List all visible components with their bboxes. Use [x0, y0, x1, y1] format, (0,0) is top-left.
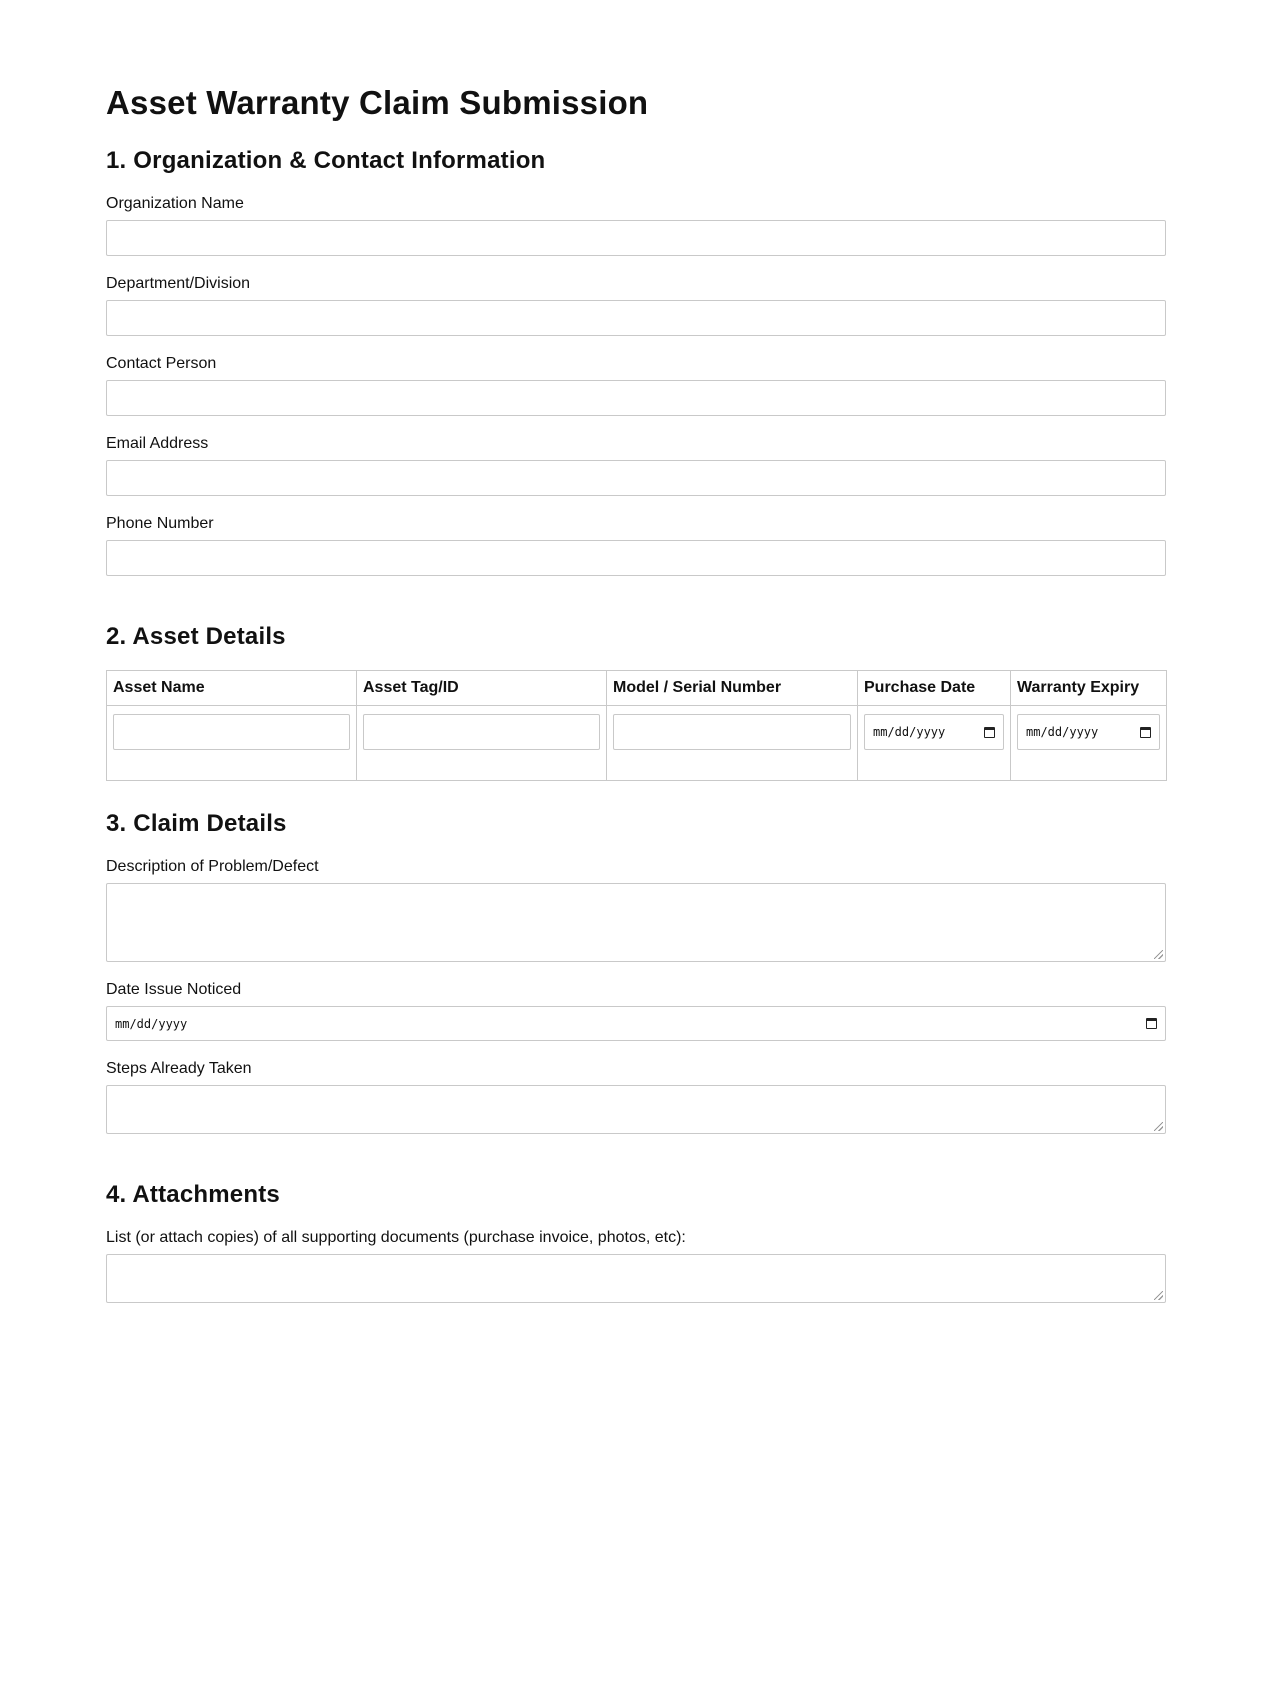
steps-taken-label: Steps Already Taken [106, 1060, 252, 1077]
resize-handle-icon[interactable] [1154, 950, 1163, 959]
section-attachments [106, 1180, 1166, 1303]
warranty-expiry-placeholder: mm/dd/yyyy [1026, 725, 1099, 739]
department-label: Department/Division [106, 275, 251, 292]
attachments-textarea[interactable] [106, 1254, 1166, 1303]
contact-person-input[interactable] [106, 380, 1166, 416]
field-group-department [106, 274, 1166, 336]
date-noticed-input[interactable] [106, 1006, 1166, 1041]
column-header-asset-name: Asset Name [107, 671, 357, 706]
asset-tag-input[interactable] [363, 714, 600, 750]
field-group-organization-name [106, 194, 1166, 256]
department-input[interactable] [106, 300, 1166, 336]
calendar-icon[interactable] [1140, 727, 1151, 738]
model-serial-input[interactable] [613, 714, 851, 750]
section-heading-claim: 3. Claim Details [106, 810, 287, 837]
table-row [107, 706, 1167, 781]
date-noticed-label: Date Issue Noticed [106, 981, 242, 998]
asset-name-input[interactable] [113, 714, 350, 750]
section-asset-details [106, 622, 1166, 781]
column-header-warranty-expiry: Warranty Expiry [1011, 671, 1167, 706]
warranty-expiry-input[interactable] [1017, 714, 1160, 750]
phone-label: Phone Number [106, 515, 214, 532]
resize-handle-icon[interactable] [1154, 1122, 1163, 1131]
steps-taken-textarea[interactable] [106, 1085, 1166, 1134]
email-input[interactable] [106, 460, 1166, 496]
asset-tag-cell [357, 706, 607, 781]
contact-person-label: Contact Person [106, 355, 217, 372]
description-label: Description of Problem/Defect [106, 858, 319, 875]
purchase-date-input[interactable] [864, 714, 1004, 750]
purchase-date-placeholder: mm/dd/yyyy [873, 725, 946, 739]
asset-table [106, 670, 1167, 781]
field-group-email [106, 434, 1166, 496]
section-heading-attachments: 4. Attachments [106, 1181, 280, 1208]
organization-name-label: Organization Name [106, 195, 244, 212]
description-textarea[interactable] [106, 883, 1166, 962]
page-title: Asset Warranty Claim Submission [106, 84, 649, 121]
purchase-date-cell [858, 706, 1011, 781]
field-group-phone [106, 514, 1166, 576]
model-serial-cell [607, 706, 858, 781]
asset-table-header-row [107, 671, 1167, 706]
asset-name-cell [107, 706, 357, 781]
section-organization-contact [106, 146, 1166, 576]
section-heading-organization: 1. Organization & Contact Information [106, 147, 546, 174]
section-heading-asset: 2. Asset Details [106, 623, 286, 650]
phone-input[interactable] [106, 540, 1166, 576]
column-header-asset-tag: Asset Tag/ID [357, 671, 607, 706]
field-group-contact-person [106, 354, 1166, 416]
calendar-icon[interactable] [984, 727, 995, 738]
organization-name-input[interactable] [106, 220, 1166, 256]
warranty-expiry-cell [1011, 706, 1167, 781]
date-noticed-placeholder: mm/dd/yyyy [115, 1016, 188, 1031]
section-claim-details [106, 809, 1166, 1134]
column-header-model-serial: Model / Serial Number [607, 671, 858, 706]
calendar-icon[interactable] [1146, 1018, 1157, 1029]
resize-handle-icon[interactable] [1154, 1291, 1163, 1300]
email-label: Email Address [106, 435, 209, 452]
column-header-purchase-date: Purchase Date [858, 671, 1011, 706]
attachments-instruction: List (or attach copies) of all supporting documents (purchase invoice, photos, etc): [106, 1229, 686, 1246]
